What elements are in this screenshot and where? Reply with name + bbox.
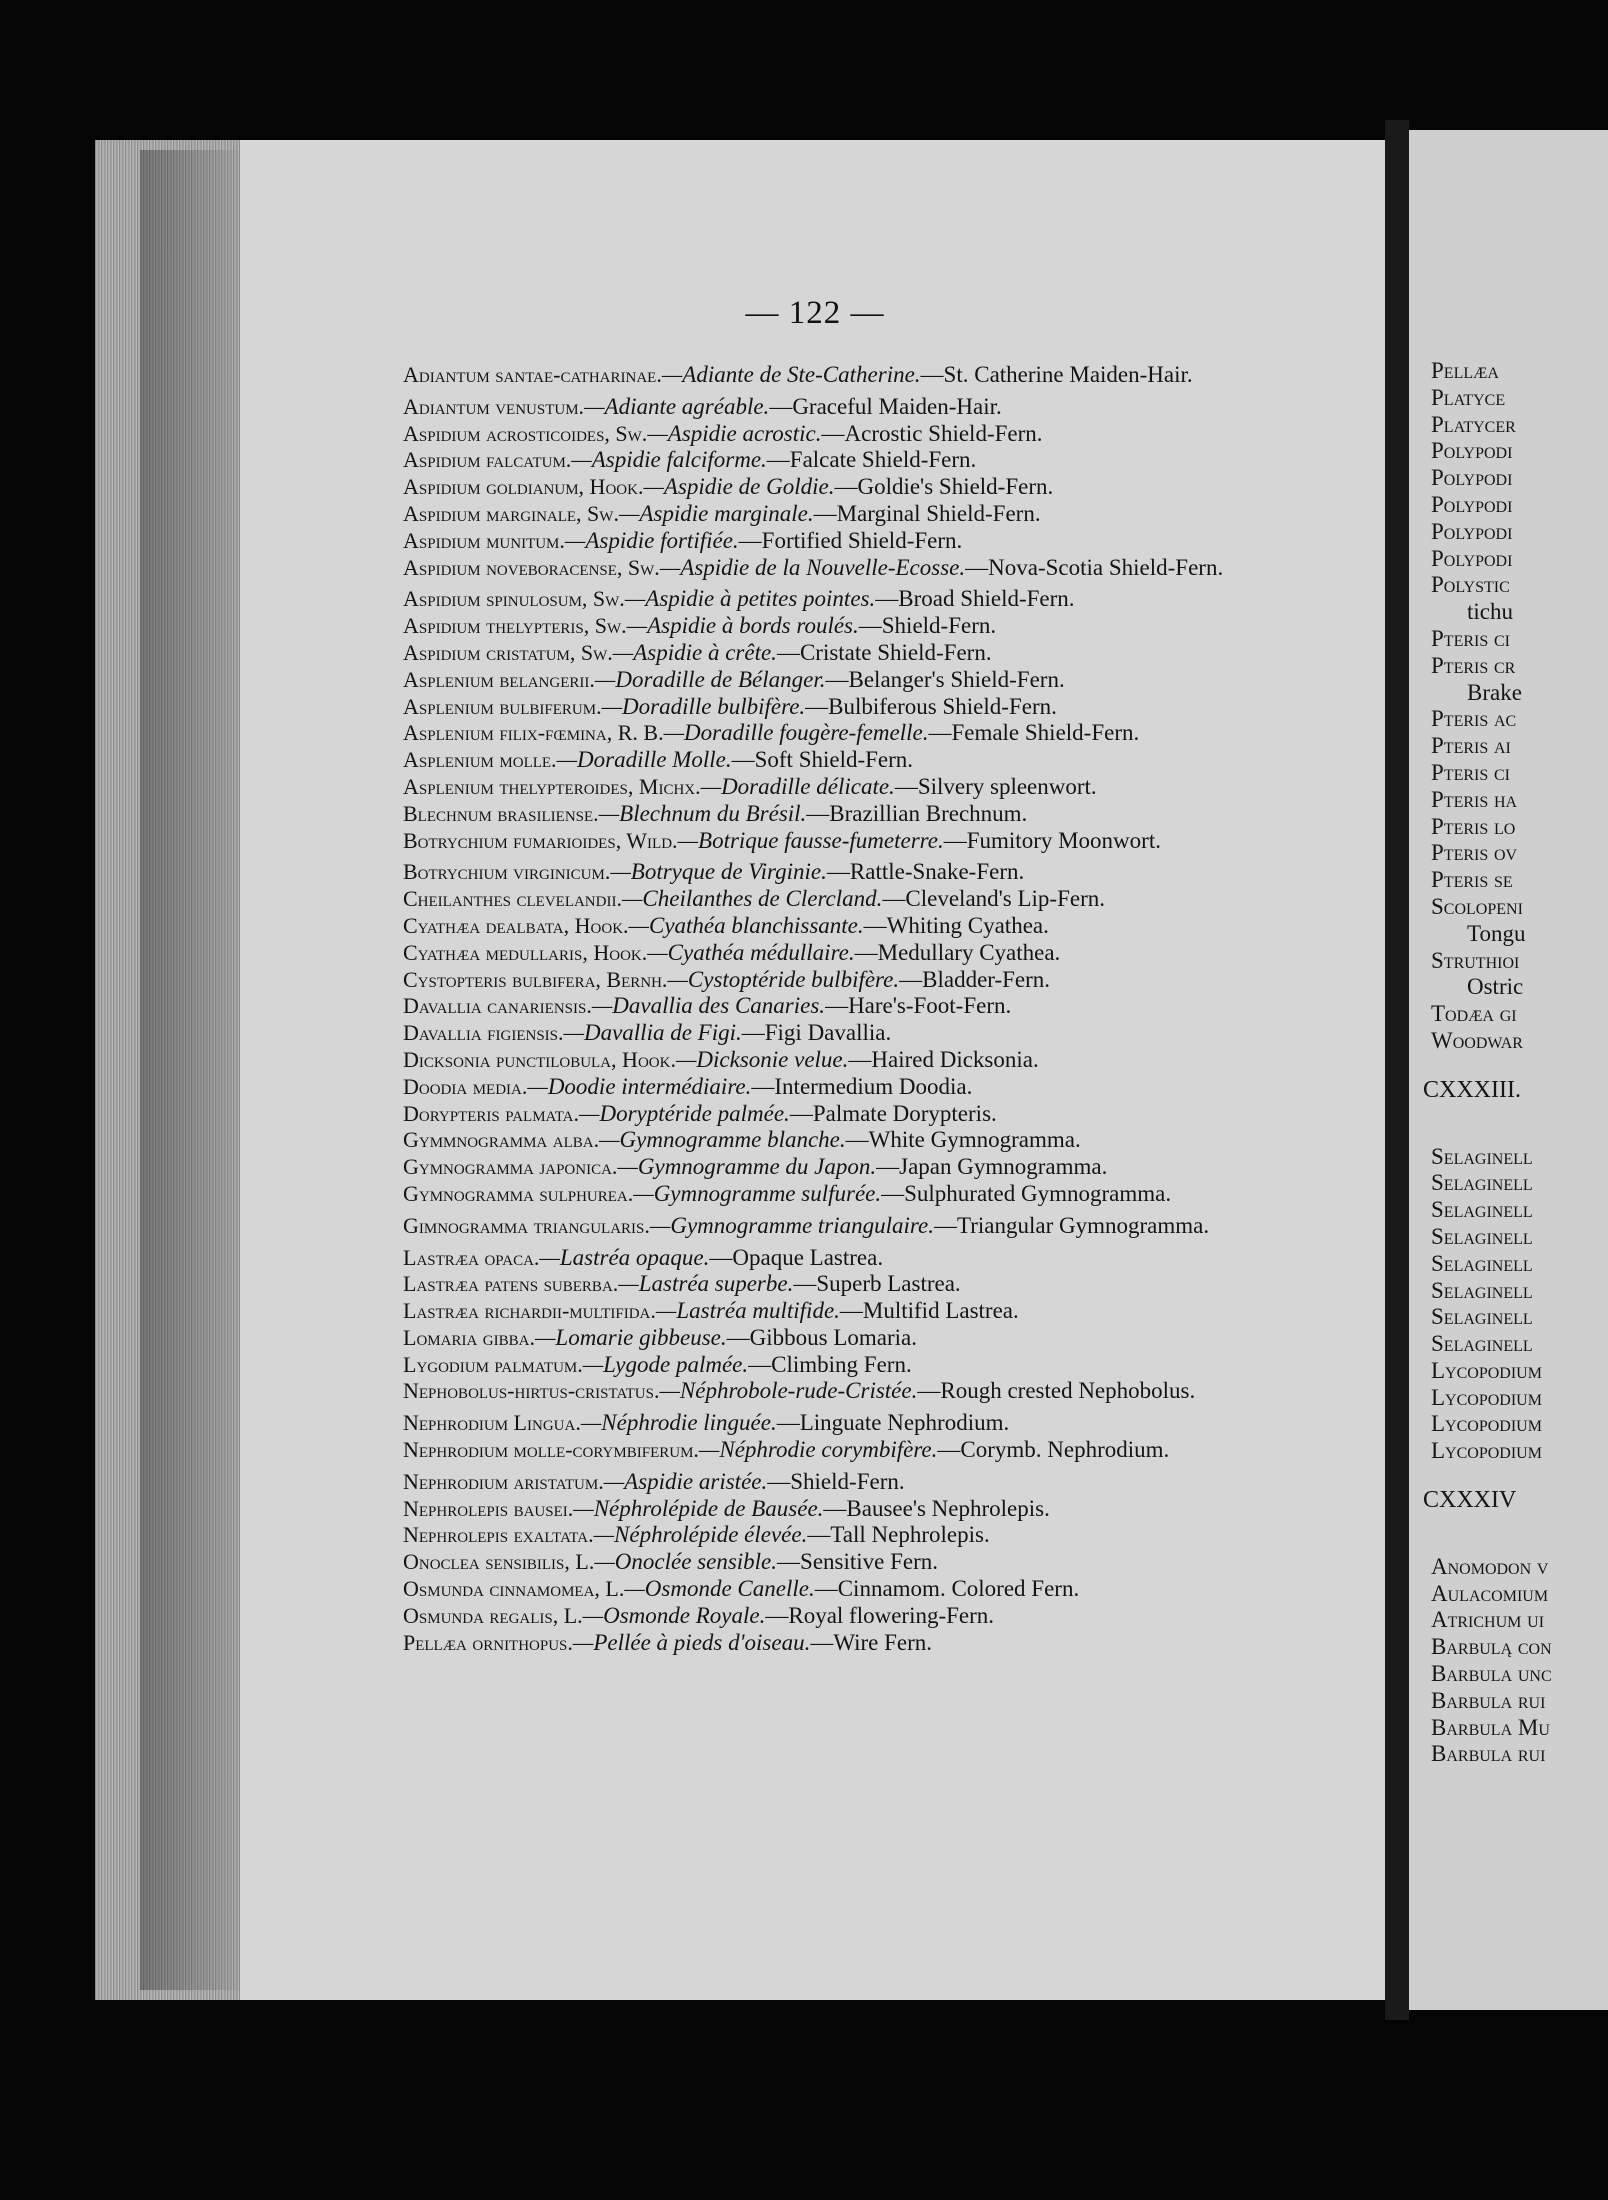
fern-entry	[403, 501, 1353, 528]
latin-name: Cheilanthes clevelandii.	[403, 886, 622, 912]
english-name: —Palmate Dorypteris.	[789, 1100, 997, 1126]
latin-name: Davallia figiensis.	[403, 1020, 564, 1046]
french-name: —Doradille bulbifère.	[601, 693, 806, 719]
french-name: —Néphrodie linguée.	[580, 1410, 777, 1436]
right-entry: Pellæa	[1431, 358, 1499, 383]
english-name: —Fumitory Moonwort.	[943, 827, 1161, 853]
latin-name: Dicksonia punctilobula, Hook.	[403, 1046, 676, 1072]
latin-name: Lygodium palmatum.	[403, 1351, 583, 1377]
french-name: —Botrique fausse-fumeterre.	[677, 827, 944, 853]
french-name: —Aspidie marginale.	[618, 500, 814, 526]
latin-name: Lomaria gibba.	[403, 1324, 535, 1350]
fern-entry	[403, 1576, 1353, 1603]
right-entry: Pteris ac	[1431, 706, 1517, 732]
fern-entry	[403, 967, 1353, 994]
latin-name: Asplenium bulbiferum.	[403, 693, 602, 719]
fern-entry	[403, 774, 1353, 801]
right-entry: Polypodi	[1431, 545, 1513, 571]
fern-entry	[403, 747, 1353, 774]
fern-entry	[403, 886, 1353, 913]
latin-name: Nephrolepis exaltata.	[403, 1522, 594, 1548]
french-name: —Aspidie de la Nouvelle-Ecosse.	[659, 554, 966, 580]
fern-entry	[403, 640, 1353, 667]
latin-name: Nephobolus-hirtus-cristatus.	[403, 1378, 660, 1404]
right-entry: Selaginell	[1431, 1277, 1533, 1303]
english-name: —Fortified Shield-Fern.	[738, 527, 963, 553]
fern-entry	[403, 828, 1353, 855]
french-name: —Cystoptéride bulbifère.	[667, 966, 900, 992]
french-name: —Néphrolépide de Bausée.	[573, 1495, 824, 1521]
english-name: —Sensitive Fern.	[777, 1549, 939, 1575]
latin-name: Aspidium noveboracense, Sw.	[403, 554, 660, 580]
fern-entry	[403, 474, 1353, 501]
latin-name: Botrychium virginicum.	[403, 859, 611, 885]
english-name: —Shield-Fern.	[858, 613, 997, 639]
right-entry: Selaginell	[1431, 1143, 1533, 1169]
french-name: —Aspidie fortifiée.	[564, 527, 739, 553]
english-name: —Bausee's Nephrolepis.	[823, 1495, 1050, 1521]
french-name: —Onoclée sensible.	[594, 1549, 778, 1575]
french-name: —Aspidie falciforme.	[571, 447, 767, 473]
english-name: —Linguate Nephrodium.	[776, 1410, 1010, 1436]
french-name: —Dicksonie velue.	[675, 1046, 849, 1072]
right-entry: Selaginell	[1431, 1197, 1533, 1223]
english-name: —Climbing Fern.	[748, 1351, 912, 1377]
english-name: —Female Shield-Fern.	[928, 720, 1140, 746]
latin-name: Cyathæa medullaris, Hook.	[403, 939, 648, 965]
latin-name: Lastræa patens suberba.	[403, 1271, 619, 1297]
english-name: —Superb Lastrea.	[793, 1271, 961, 1297]
fern-entry	[403, 447, 1353, 474]
latin-name: Botrychium fumarioides, Wild.	[403, 827, 678, 853]
fern-entry	[403, 1154, 1353, 1181]
fern-entry	[403, 555, 1353, 582]
latin-name: Davallia canariensis.	[403, 993, 592, 1019]
fern-entry	[403, 1101, 1353, 1128]
english-name: —Opaque Lastrea.	[709, 1244, 884, 1270]
english-name: —Cristate Shield-Fern.	[776, 639, 992, 665]
right-page-list	[1423, 358, 1552, 1768]
english-name: —Triangular Gymnogramma.	[933, 1212, 1210, 1238]
french-name: —Aspidie aristée.	[603, 1468, 768, 1494]
right-entry: Pteris ci	[1431, 759, 1510, 785]
english-name: —Shield-Fern.	[767, 1468, 905, 1494]
right-entry: Atrichum ui	[1431, 1607, 1545, 1633]
french-name: —Cyathéa blanchissante.	[628, 912, 864, 938]
fern-entry	[403, 859, 1353, 886]
latin-name: Aspidium goldianum, Hook.	[403, 474, 644, 500]
english-name: —Intermedium Doodia.	[751, 1073, 973, 1099]
continuation-line: Brake	[1467, 679, 1522, 705]
english-name: —Rattle-Snake-Fern.	[826, 859, 1025, 885]
continuation-line: Tongu	[1467, 920, 1526, 946]
right-entry: Selaginell	[1431, 1304, 1533, 1330]
fern-entry	[403, 1298, 1353, 1325]
fern-entry	[403, 1522, 1353, 1549]
french-name: —Doradille Molle.	[556, 747, 732, 773]
right-entry: Selaginell	[1431, 1250, 1533, 1276]
right-entry: Selaginell	[1431, 1223, 1533, 1249]
latin-name: Asplenium molle.	[403, 747, 557, 773]
english-name: —Marginal Shield-Fern.	[813, 500, 1041, 526]
english-name: —Hare's-Foot-Fern.	[825, 993, 1012, 1019]
right-entry: Lycopodium	[1431, 1438, 1542, 1464]
french-name: —Lastréa superbe.	[618, 1271, 794, 1297]
french-name: —Aspidie à petites pointes.	[624, 586, 876, 612]
latin-name: Nephrodium molle-corymbiferum.	[403, 1437, 699, 1463]
latin-name: Lastræa richardii-multifida.	[403, 1298, 656, 1324]
latin-name: Cystopteris bulbifera, Bernh.	[403, 966, 668, 992]
english-name: —Royal flowering-Fern.	[765, 1602, 995, 1628]
english-name: —Silvery spleenwort.	[894, 773, 1097, 799]
french-name: —Doodie intermédiaire.	[527, 1073, 752, 1099]
section-heading: CXXXIV	[1423, 1487, 1517, 1514]
latin-name: Asplenium belangerii.	[403, 666, 595, 692]
fern-entry	[403, 1127, 1353, 1154]
french-name: —Doradille fougère-femelle.	[663, 720, 929, 746]
right-entry: Todæa gi	[1431, 1001, 1517, 1027]
latin-name: Aspidium thelypteris, Sw.	[403, 613, 627, 639]
right-entry: Woodwar	[1431, 1027, 1523, 1053]
french-name: —Néphrodie corymbifère.	[698, 1437, 938, 1463]
continuation-line: Ostric	[1467, 974, 1524, 1000]
latin-name: Asplenium filix-fœmina, R. B.	[403, 720, 664, 746]
fern-entry	[403, 1245, 1353, 1272]
french-name: —Gymnogramme blanche.	[599, 1127, 846, 1153]
english-name: —Bladder-Fern.	[899, 966, 1051, 992]
english-name: —Japan Gymnogramma.	[876, 1154, 1108, 1180]
left-page	[240, 140, 1390, 2000]
section-heading: CXXXIII.	[1423, 1076, 1521, 1103]
fern-entry	[403, 1271, 1353, 1298]
latin-name: Pellæa ornithopus.	[403, 1629, 573, 1655]
french-name: —Osmonde Canelle.	[624, 1576, 815, 1602]
fern-entry	[403, 394, 1353, 421]
right-entry: Pteris ov	[1431, 840, 1518, 866]
latin-name: Osmunda cinnamomea, L.	[403, 1576, 625, 1602]
english-name: —Corymb. Nephrodium.	[937, 1437, 1170, 1463]
french-name: —Aspidie à bords roulés.	[626, 613, 859, 639]
english-name: —Cinnamom. Colored Fern.	[814, 1576, 1080, 1602]
french-name: —Gymnogramme du Japon.	[617, 1154, 877, 1180]
english-name: —St. Catherine Maiden-Hair.	[920, 362, 1193, 387]
english-name: —Nova-Scotia Shield-Fern.	[965, 554, 1224, 580]
right-entry: Polypodi	[1431, 491, 1513, 517]
right-page	[1409, 130, 1608, 2010]
right-entry: Platycer	[1431, 411, 1516, 437]
fern-entry	[403, 1181, 1353, 1208]
latin-name: Gymnogramma japonica.	[403, 1154, 618, 1180]
right-entry: Selaginell	[1431, 1331, 1533, 1357]
french-name: —Gymnogramme triangulaire.	[649, 1212, 934, 1238]
english-name: —Belanger's Shield-Fern.	[825, 666, 1065, 692]
fern-entry	[403, 1630, 1353, 1657]
latin-name: Aspidium acrosticoides, Sw.	[403, 420, 648, 446]
english-name: —Tall Nephrolepis.	[807, 1522, 990, 1548]
fern-entry	[403, 1437, 1353, 1464]
right-entry: Struthioi	[1431, 947, 1520, 973]
latin-name: Doodia media.	[403, 1073, 528, 1099]
right-entry: Lycopodium	[1431, 1357, 1542, 1383]
right-entry: Pteris ci	[1431, 625, 1510, 651]
fern-entry	[403, 694, 1353, 721]
fern-entry	[403, 1047, 1353, 1074]
fern-entry	[403, 801, 1353, 828]
english-name: —Acrostic Shield-Fern.	[821, 420, 1043, 446]
french-name: —Lomarie gibbeuse.	[534, 1324, 727, 1350]
fern-entry	[403, 362, 1353, 389]
english-name: —Cleveland's Lip-Fern.	[882, 886, 1106, 912]
french-name: —Davallia des Canaries.	[591, 993, 826, 1019]
english-name: —Rough crested Nephobolus.	[917, 1378, 1196, 1404]
fern-entry	[403, 913, 1353, 940]
fern-entry	[403, 613, 1353, 640]
fern-entry	[403, 1496, 1353, 1523]
latin-name: Gimnogramma triangularis.	[403, 1212, 650, 1238]
right-entry: Pteris ha	[1431, 786, 1518, 812]
right-entry: Aulacomium	[1431, 1580, 1549, 1606]
french-name: —Doradille de Bélanger.	[594, 666, 826, 692]
french-name: —Aspidie à crête.	[612, 639, 777, 665]
fern-entry	[403, 586, 1353, 613]
fern-entry	[403, 720, 1353, 747]
english-name: —Figi Davallia.	[741, 1020, 892, 1046]
french-name: —Cyathéa médullaire.	[647, 939, 855, 965]
latin-name: Gymmnogramma alba.	[403, 1127, 600, 1153]
latin-name: Nephrodium aristatum.	[403, 1468, 604, 1494]
latin-name: Blechnum brasiliense.	[403, 800, 599, 826]
english-name: —Brazillian Brechnum.	[806, 800, 1028, 826]
latin-name: Adiantum venustum.	[403, 393, 585, 419]
french-name: —Lastréa opaque.	[539, 1244, 710, 1270]
right-entry: Barbula Mu	[1431, 1714, 1550, 1740]
fern-entry	[403, 667, 1353, 694]
french-name: —Aspidie de Goldie.	[643, 474, 835, 500]
fern-entry	[403, 1213, 1353, 1240]
right-entry: Platyce	[1431, 384, 1506, 410]
right-entry: Scolopeni	[1431, 893, 1523, 919]
latin-name: Nephrodium Lingua.	[403, 1410, 581, 1436]
right-entry: Anomodon v	[1431, 1553, 1549, 1579]
latin-name: Osmunda regalis, L.	[403, 1602, 583, 1628]
page-number: — 122 —	[745, 295, 885, 331]
english-name: —White Gymnogramma.	[845, 1127, 1081, 1153]
french-name: —Aspidie acrostic.	[647, 420, 822, 446]
latin-name: Aspidium marginale, Sw.	[403, 500, 619, 526]
french-name: —Doradille délicate.	[700, 773, 895, 799]
latin-name: Aspidium falcatum.	[403, 447, 572, 473]
french-name: —Néphrobole-rude-Cristée.	[659, 1378, 918, 1404]
right-entry: Pteris ai	[1431, 733, 1511, 759]
fern-entry	[403, 1603, 1353, 1630]
fern-entry	[403, 1325, 1353, 1352]
english-name: —Falcate Shield-Fern.	[766, 447, 977, 473]
right-entry: Lycopodium	[1431, 1411, 1542, 1437]
fern-entry	[403, 993, 1353, 1020]
right-entry: Barbula unc	[1431, 1661, 1552, 1687]
fern-entry	[403, 940, 1353, 967]
right-entry: Selaginell	[1431, 1170, 1533, 1196]
fern-entry	[403, 1074, 1353, 1101]
french-name: —Pellée à pieds d'oiseau.	[572, 1629, 811, 1655]
latin-name: Gymnogramma sulphurea.	[403, 1180, 634, 1206]
right-entry: Lycopodium	[1431, 1384, 1542, 1410]
book-gutter	[1385, 120, 1409, 2020]
latin-name: Onoclea sensibilis, L.	[403, 1549, 595, 1575]
fern-entry	[403, 1549, 1353, 1576]
latin-name: Aspidium spinulosum, Sw.	[403, 586, 625, 612]
french-name: —Osmonde Royale.	[582, 1602, 766, 1628]
right-entry: Polystic	[1431, 572, 1510, 598]
latin-name: Cyathæa dealbata, Hook.	[403, 912, 629, 938]
right-entry: Barbulą con	[1431, 1634, 1552, 1660]
french-name: —Adiante agréable.	[584, 393, 770, 419]
latin-name: Nephrolepis bausei.	[403, 1495, 574, 1521]
fern-entry	[403, 1469, 1353, 1496]
english-name: —Medullary Cyathea.	[854, 939, 1061, 965]
right-entry: Polypodi	[1431, 518, 1513, 544]
english-name: —Broad Shield-Fern.	[875, 586, 1075, 612]
english-name: —Multifid Lastrea.	[839, 1298, 1019, 1324]
fern-entry	[403, 1378, 1353, 1405]
english-name: —Haired Dicksonia.	[848, 1046, 1039, 1072]
english-name: —Bulbiferous Shield-Fern.	[805, 693, 1057, 719]
english-name: —Gibbous Lomaria.	[726, 1324, 917, 1350]
latin-name: Lastræa opaca.	[403, 1244, 540, 1270]
fern-entry	[403, 421, 1353, 448]
fern-entry	[403, 528, 1353, 555]
continuation-line: tichu	[1467, 599, 1513, 625]
french-name: —Blechnum du Brésil.	[598, 800, 807, 826]
fern-entry-list	[403, 362, 1353, 1656]
french-name: —Lygode palmée.	[582, 1351, 749, 1377]
right-entry: Barbula rui	[1431, 1687, 1546, 1713]
right-entry: Pteris cr	[1431, 652, 1516, 678]
french-name: —Davallia de Figi.	[563, 1020, 742, 1046]
right-entry: Pteris lo	[1431, 813, 1516, 839]
latin-name: Asplenium thelypteroides, Michx.	[403, 773, 701, 799]
right-entry: Barbula rui	[1431, 1741, 1546, 1767]
english-name: —Sulphurated Gymnogramma.	[881, 1180, 1172, 1206]
french-name: —Gymnogramme sulfurée.	[633, 1180, 882, 1206]
french-name: —Botryque de Virginie.	[610, 859, 827, 885]
fern-entry	[403, 1410, 1353, 1437]
french-name: —Lastréa multifide.	[655, 1298, 840, 1324]
french-name: —Cheilanthes de Clercland.	[621, 886, 883, 912]
latin-name: Aspidium munitum.	[403, 527, 565, 553]
english-name: —Graceful Maiden-Hair.	[769, 393, 1002, 419]
right-entry: Polypodi	[1431, 465, 1513, 491]
fern-entry	[403, 1352, 1353, 1379]
latin-name: Adiantum santae-catharinae.	[403, 362, 662, 387]
english-name: —Wire Fern.	[810, 1629, 933, 1655]
french-name: —Néphrolépide élevée.	[593, 1522, 808, 1548]
french-name: —Doryptéride palmée.	[579, 1100, 790, 1126]
edge-shadow	[140, 150, 240, 1990]
french-name: —Adiante de Ste-Catherine.	[661, 362, 921, 387]
right-entry: Pteris se	[1431, 867, 1513, 893]
right-entry: Polypodi	[1431, 438, 1513, 464]
latin-name: Aspidium cristatum, Sw.	[403, 639, 613, 665]
latin-name: Dorypteris palmata.	[403, 1100, 580, 1126]
english-name: —Soft Shield-Fern.	[731, 747, 914, 773]
fern-entry	[403, 1020, 1353, 1047]
english-name: —Goldie's Shield-Fern.	[834, 474, 1054, 500]
english-name: —Whiting Cyathea.	[863, 912, 1049, 938]
